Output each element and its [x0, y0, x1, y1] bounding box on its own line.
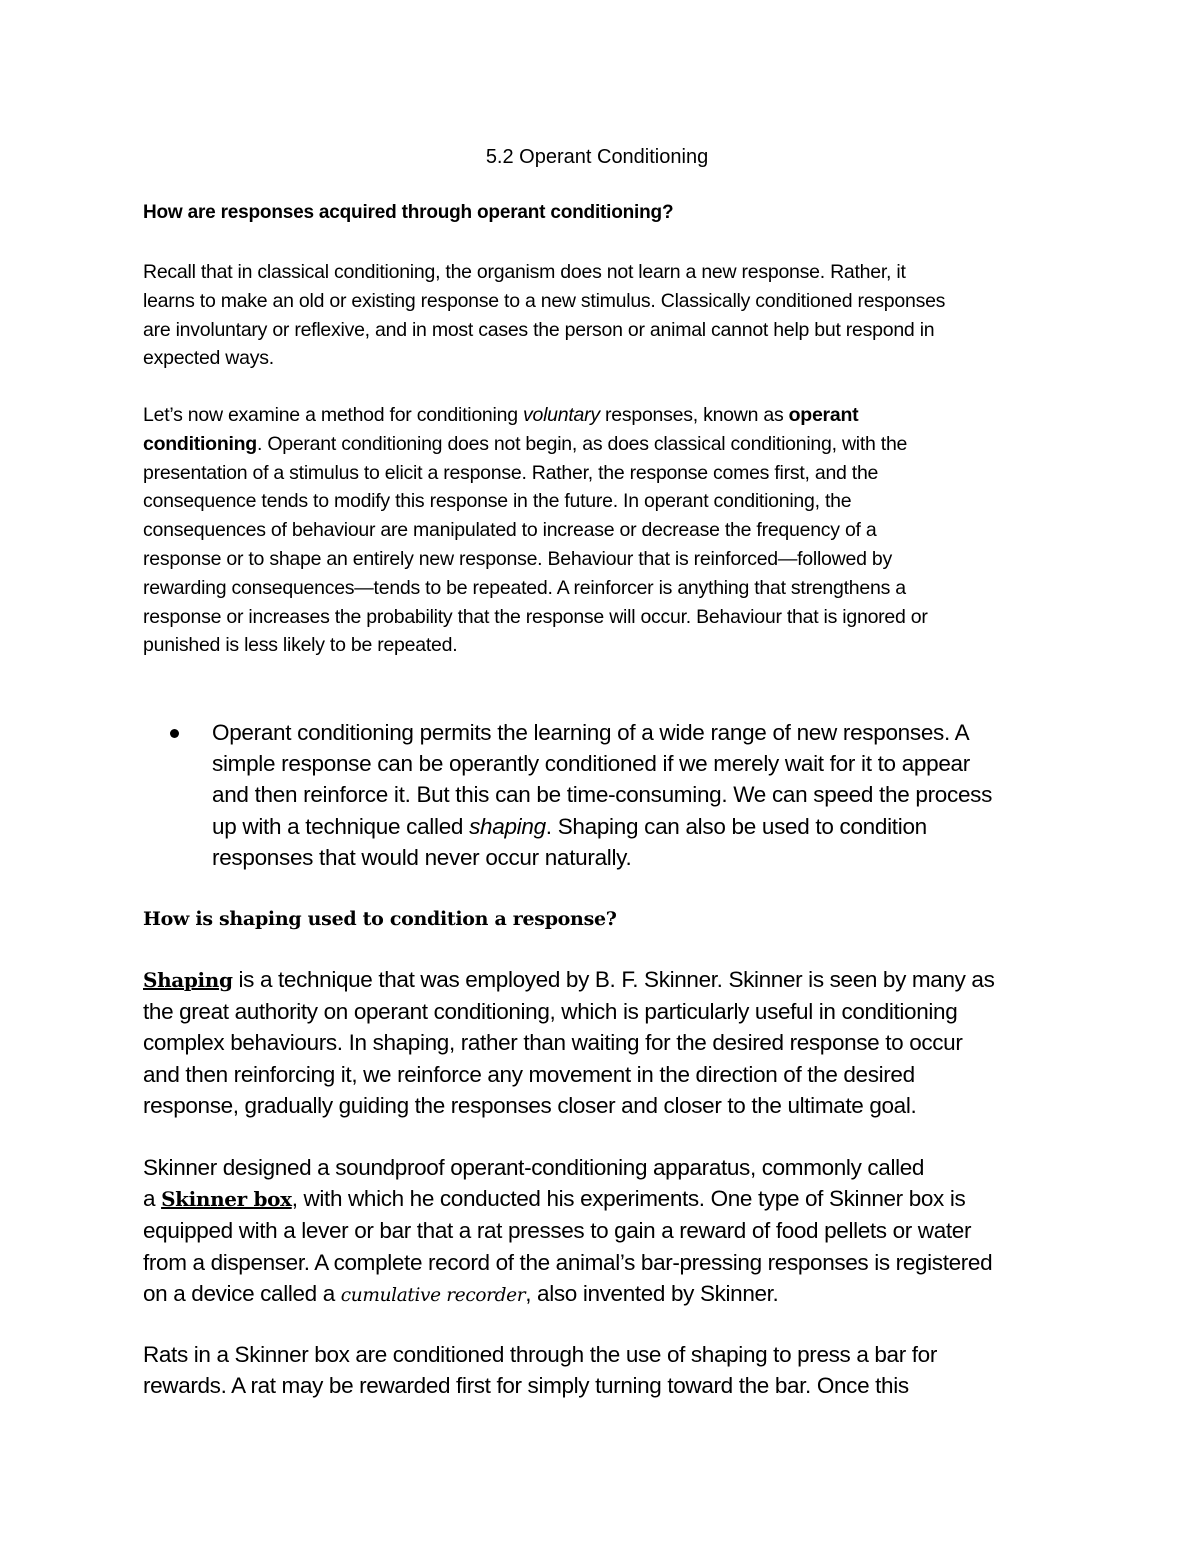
section-question-shaping: How is shaping used to condition a response? — [143, 908, 617, 930]
text-line: simple response can be operantly conditioned if we merely wait for it to appear — [212, 751, 970, 777]
text-line: up with a technique called shaping. Shaping can also be used to condition — [212, 813, 927, 839]
emphasis-shaping: shaping — [469, 813, 546, 839]
text-line: Skinner designed a soundproof operant-conditioning apparatus, commonly called — [143, 1155, 925, 1180]
text-line: response or increases the probability that the response will occur. Behaviour that is ignored or — [143, 605, 928, 628]
text-line: learns to make an old or existing response to a new stimulus. Classically conditioned responses — [143, 289, 946, 312]
paragraph-skinner-box — [143, 1152, 992, 1311]
paragraph-shaping — [143, 964, 994, 1121]
term-skinner-box: Skinner box — [161, 1187, 292, 1212]
text-line: punished is less likely to be repeated. — [143, 634, 458, 657]
text-line: and then reinforcing it, we reinforce any movement in the direction of the desired — [143, 1061, 915, 1087]
text-line: and then reinforce it. But this can be time-consuming. We can speed the process — [212, 782, 993, 808]
text-line: equipped with a lever or bar that a rat presses to gain a reward of food pellets or water — [143, 1218, 972, 1244]
text-line: rewarding consequences—tends to be repeated. A reinforcer is anything that strengthens a — [143, 576, 906, 599]
text-line: responses that would never occur naturally. — [212, 844, 632, 870]
text-line: Operant conditioning permits the learning of a wide range of new responses. A — [212, 720, 970, 745]
section-question-operant: How are responses acquired through operant conditioning? — [143, 202, 674, 223]
text-line: response or to shape an entirely new response. Behaviour that is reinforced—followed by — [143, 547, 892, 570]
text-line: presentation of a stimulus to elicit a response. Rather, the response comes first, and the — [143, 461, 879, 484]
text-line: Recall that in classical conditioning, the organism does not learn a new response. Rather, it — [143, 261, 906, 283]
text-line: on a device called a cumulative recorder, also invented by Skinner. — [143, 1280, 779, 1306]
text-line: expected ways. — [143, 347, 274, 370]
page-title: 5.2 Operant Conditioning — [485, 146, 709, 168]
text-line: Let’s now examine a method for conditioning voluntary responses, known as operant — [143, 404, 859, 426]
text-line: response, gradually guiding the responses closer and closer to the ultimate goal. — [143, 1092, 917, 1118]
term-operant: operant — [788, 404, 859, 426]
text-line: conditioning. Operant conditioning does not begin, as does classical conditioning, with the — [143, 432, 908, 455]
text-line: a Skinner box, with which he conducted his experiments. One type of Skinner box is — [143, 1186, 966, 1212]
term-conditioning: conditioning — [143, 432, 257, 455]
text-line: the great authority on operant conditioning, which is particularly useful in conditioning — [143, 999, 958, 1025]
bullet-icon — [170, 729, 179, 738]
term-shaping: Shaping — [143, 968, 233, 992]
emphasis-voluntary: voluntary — [522, 404, 600, 426]
text-line: Shaping is a technique that was employed by B. F. Skinner. Skinner is seen by many as — [143, 967, 995, 992]
text-line: Rats in a Skinner box are conditioned through the use of shaping to press a bar for — [143, 1342, 937, 1367]
bullet-text — [212, 717, 992, 873]
text-line: from a dispenser. A complete record of the animal’s bar-pressing responses is registered — [143, 1249, 993, 1275]
text-line: rewards. A rat may be rewarded first for simply turning toward the bar. Once this — [143, 1373, 909, 1399]
text-line: consequences of behaviour are manipulated to increase or decrease the frequency of a — [143, 519, 877, 542]
text-line: are involuntary or reflexive, and in most cases the person or animal cannot help but respond in — [143, 318, 935, 341]
term-cumulative-recorder: cumulative recorder — [340, 1284, 526, 1306]
text-line: complex behaviours. In shaping, rather than waiting for the desired response to occur — [143, 1030, 963, 1056]
paragraph-rats-shaping — [143, 1339, 937, 1401]
paragraph-classical-recall — [143, 258, 945, 373]
text-line: consequence tends to modify this response in the future. In operant conditioning, the — [143, 490, 852, 513]
paragraph-operant-intro — [143, 401, 928, 660]
